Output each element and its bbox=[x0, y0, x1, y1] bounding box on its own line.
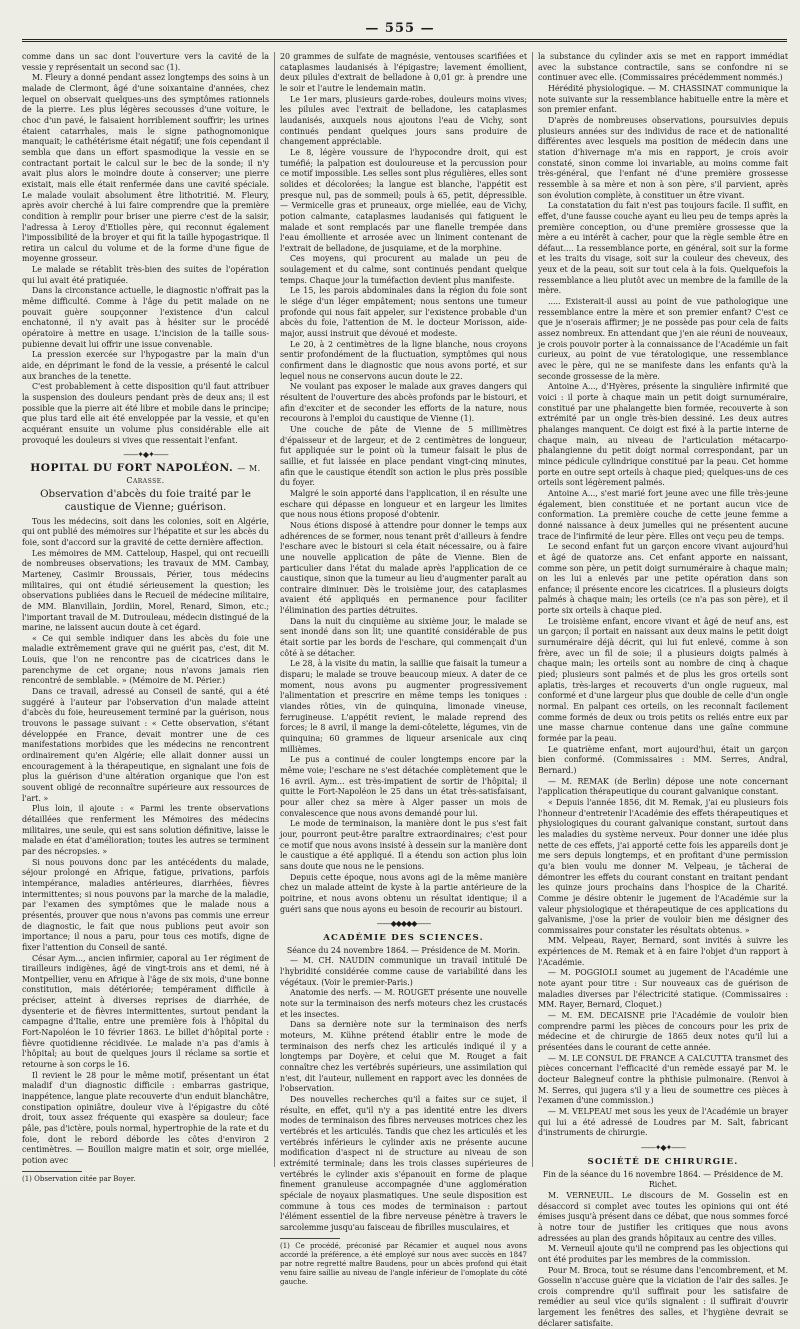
paragraph: — M. CH. NAUDIN communique un travail intitulé De l'hybridité considérée comme cause de variabilité dans les végétaux. (Voir le premier-Paris.) bbox=[280, 956, 527, 988]
paragraph: César Aym..., ancien infirmier, caporal au 1er régiment de tirailleurs indigènes, âgé de vingt-trois ans et demi, né à Montpellier, venu en Afrique à l'âge de six mois, d'une bonne constitution, mais détériorée; tempérament difficile à préciser, atteint à diverses reprises de diarrhée, de dysenterie et de fièvres intermittentes, surtout pendant la campagne d'Italie, entre une première fois à l'hôpital du Fort-Napoléon le 10 février 1863. Le billet d'hôpital porte : fièvre quotidienne récidivée. Le malade n'a pas d'amis à l'hôpital; au bout de quelques jours il réclame sa sortie et retourne à son corps le 16. bbox=[22, 954, 269, 1071]
paragraph: Dans ce travail, adressé au Conseil de santé, qui a été suggéré à l'auteur par l'observation d'un malade atteint d'abcès du foie, heureusement terminé par la guérison, nous trouvons le passage suivant : « Cette observation, s'étant développée en France, devait montrer une de ces manifestations morbides que les médecins ne rencontrent ordinairement qu'en Algérie; elle allait donner aussi un encouragement à la thérapeutique, en signalant une fois de plus la guérison d'une altération organique que l'on est souvent obligé de reconnaître supérieure aux ressources de l'art. » bbox=[22, 687, 269, 804]
paragraph: Une couche de pâte de Vienne de 5 millimètres d'épaisseur et de largeur, et de 2 centimètres de longueur, fut appliquée sur le point où la tumeur faisait le plus de saillie, et fut laissée en place pendant vingt-cinq minutes, afin que le caustique étendît son action le plus près possible du foyer. bbox=[280, 425, 527, 489]
paragraph: Antoine A..., s'est marié fort jeune avec une fille très-jeune également, bien constituée et ne portant aucun vice de conformation. La première couche de cette jeune femme a donné naissance à deux jumelles qui ne présentent aucune trace de l'infirmité de leur père. Elles ont veçu peu de temps. bbox=[538, 489, 788, 542]
paragraph: Nous étions disposé à attendre pour donner le temps aux adhérences de se former, nous tenant prêt d'ailleurs à fendre l'eschare avec le bistouri si cela était nécessaire, ou à faire une nouvelle application de pâte de Vienne. Bien de particulier dans l'état du malade après l'application de ce caustique, sinon que la tumeur au lieu d'augmenter paraît au contraire diminuer. Dès le troisième jour, des cataplasmes avaient été appliqués en permanence pour faciliter l'élimination des parties détruites. bbox=[280, 521, 527, 617]
paragraph: Le second enfant fut un garçon encore vivant aujourd'hui et âgé de quatorze ans. Cet enfant apporte en naissant, comme son père, un petit doigt surnuméraire à chaque main; on les lui a enlevés par une petite opération dans son enfance; il présente encore les cicatrices. Il a plusieurs doigts palmés à chaque main; les orteils (ce n'a pas son père), et il porte six orteils à chaque pied. bbox=[538, 542, 788, 617]
paragraph: Ces moyens, qui procurent au malade un peu de soulagement et du calme, sont continués pendant quelque temps. Chaque jour la tuméfaction devient plus manifeste. bbox=[280, 254, 527, 286]
article-subtitle: Observation d'abcès du foie traité par le caustique de Vienne; guérison. bbox=[22, 488, 269, 514]
paragraph: Dans la nuit du cinquième au sixième jour, le malade se sent inondé dans son lit; une quantité considérable de pus était sortie par les bords de l'eschare, qui commençait d'un côté à se détacher. bbox=[280, 617, 527, 660]
paragraph: Pour M. Broca, tout se résume dans l'encombrement, et M. Gosselin n'accuse guère que la viciation de l'air des salles. Je crois comprendre qu'il suffirait pour les satisfaire de remédier au seul vice qu'ils signalent : il suffirait d'ouvrir largement les fenêtres des salles, et l'hygiène devrait se déclarer satisfaite. bbox=[538, 1266, 788, 1329]
section-heading: ACADÉMIE DES SCIENCES. bbox=[280, 933, 527, 944]
author: — M. Carasse. bbox=[126, 464, 260, 485]
session-line: Séance du 24 novembre 1864. — Présidence de M. Morin. bbox=[280, 946, 527, 957]
ornament: ——✦◆✦—— bbox=[22, 450, 269, 459]
paragraph: Malgré le soin apporté dans l'application, il en résulte une eschare qui dépasse en longueur et en largeur les limites que nous nous étions proposé d'obtenir. bbox=[280, 489, 527, 521]
footnote-rule bbox=[280, 1238, 340, 1239]
paragraph: La pression exercée sur l'hypogastre par la main d'un aide, en déprimant le fond de la vessie, a présenté le calcul aux branches de la tenette. bbox=[22, 350, 269, 382]
section-heading bbox=[22, 463, 269, 486]
paragraph: Le 8, légère voussure de l'hypocondre droit, qui est tuméfié; la palpation est douloureuse et la percussion pour ce motif impossible. Les selles sont plus régulières, elles sont solides et décolorées; la langue est blanche, l'appétit est presque nul, pas de sommeil; pouls à 65, petit, dépressible. — Vermicelle gras et pruneaux, orge miellée, eau de Vichy, potion calmante, cataplasmes laudanisés qui fatiguent le malade et sont remplacés par une flanelle trempée dans l'eau émolliente et arrosée avec un liniment contenant de l'extrait de belladone, de jusquiame, et de la morphine. bbox=[280, 148, 527, 255]
paragraph: D'après de nombreuses observations, poursuivies depuis plusieurs années sur des individus de race et de nationalité différentes avec lesquels ma position de médecin dans une station d'hivernage m'a mis en rapport, je crois avoir constaté, sinon comme loi invariable, au moins comme fait très-général, que l'enfant né d'une première grossesse ressemble à sa mère et non à son père, s'il parvient, après son évolution complète, à constituer un être vivant. bbox=[538, 116, 788, 201]
paragraph: Tous les médecins, soit dans les colonies, soit en Algérie, qui ont publié des mémoires sur l'hépatite et sur les abcès du foie, sont d'accord sur la gravité de cette dernière affection. bbox=[22, 517, 269, 549]
paragraph: comme dans un sac dont l'ouverture vers la cavité de la vessie y représentait un second sac (1). bbox=[22, 52, 269, 73]
paragraph: — M. REMAK (de Berlin) dépose une note concernant l'application thérapeutique du courant galvanique constant. bbox=[538, 777, 788, 798]
paragraph: ..... Existerait-il aussi au point de vue pathologique une ressemblance entre la mère et son premier enfant? C'est ce que je n'oserais affirmer; je ne possède pas pour cela de faits assez nombreux. En attendant que j'en aie réuni de nouveaux, je crois pouvoir porter à la connaissance de l'Académie un fait curieux, au point de vue tératologique, une ressemblance avec le père, qui ne se manifeste dans les enfants qu'à la seconde grossesse de la mère. bbox=[538, 297, 788, 382]
column-divider bbox=[532, 52, 533, 1167]
paragraph: MM. Velpeau, Rayer, Bernard, sont invités à suivre les expériences de M. Remak et à en faire l'objet d'un rapport à l'Académie. bbox=[538, 936, 788, 968]
paragraph: Plus loin, il ajoute : « Parmi les trente observations détaillées que renferment les Mémoires des médecins militaires, une seule, qui est sans solution définitive, laisse le malade en état d'amélioration; toutes les autres se terminent par des nécropsies. » bbox=[22, 804, 269, 857]
paragraph: La constatation du fait n'est pas toujours facile. Il suffit, en effet, d'une fausse couche ayant eu lieu peu de temps après la première conception, ou d'une première grossesse que la mère a eu intérêt à cacher, pour que la règle semble être en défaut.... La ressemblance porte, en général, soit sur la forme et les traits du visage, soit sur la couleur des cheveux, des yeux et de la peau, soit sur tout cela à la fois. Quelquefois la ressemblance a lieu plutôt avec un membre de la famille de la mère. bbox=[538, 201, 788, 297]
paragraph: Le malade se rétablit très-bien des suites de l'opération qui lui avait été pratiquée. bbox=[22, 265, 269, 286]
paragraph: Dans la circonstance actuelle, le diagnostic n'offrait pas la même difficulté. Comme à l'âge du petit malade on ne pouvait guère soupçonner l'existence d'un calcul enchatonné, il n'y avait pas à hésiter sur le procédé opératoire à mettre en usage. L'incision de la taille sous-pubienne devait lui offrir une issue convenable. bbox=[22, 286, 269, 350]
paragraph: Dans sa dernière note sur la terminaison des nerfs moteurs, M. Kühne prétend établir entre le mode de terminaison des nerfs chez les articulés indiqué il y a longtemps par Doyère, et celui que M. Rouget a fait connaître chez les vertébrés supérieurs, une assimilation qui n'est, dit l'auteur, nullement en rapport avec les données de l'observation. bbox=[280, 1020, 527, 1095]
paragraph: Le mode de terminaison, la manière dont le pus s'est fait jour, pourront peut-être paraître extraordinaires; c'est pour ce motif que nous avons insisté à dessein sur la manière dont le caustique a été appliqué. Il a étendu son action plus loin sans doute que nous ne le pensions. bbox=[280, 819, 527, 872]
paragraph: Il revient le 28 pour le même motif, présentant un état maladif d'un diagnostic difficile : embarras gastrique, inappétence, langue plate recouverte d'un enduit blanchâtre, constipation opiniâtre, douleur vive à l'épigastre du côté droit, toux assez fréquente qui exaspère sa douleur; face pâle, pas d'ictère, pouls normal, hypertrophie de la rate et du foie, dont le rebord déborde les côtes d'environ 2 centimètres. — Bouillon maigre matin et soir, orge miellée, potion avec bbox=[22, 1071, 269, 1167]
paragraph: Le 20, à 2 centimètres de la ligne blanche, nous croyons sentir profondément de la fluctuation, symptômes qui nous confirment dans le diagnostic que nous avons porté, et sur lequel nous ne conservons aucun doute le 22. bbox=[280, 340, 527, 383]
paragraph: 20 grammes de sulfate de magnésie, ventouses scarifiées et cataplasmes laudanisés à l'épigastre; lavement émollient, deux pilules d'extrait de belladone à 0,01 gr. à prendre une le soir et l'autre le lendemain matin. bbox=[280, 52, 527, 95]
paragraph: Le pus a continué de couler longtemps encore par la même voie; l'eschare ne s'est détachée complètement que le 16 avril. Aym... est très-impatient de sortir de l'hôpital; il quitte le Fort-Napoléon le 25 dans un état très-satisfaisant, pour aller chez sa mère à Alger passer un mois de convalescence que nous avons demandé pour lui. bbox=[280, 755, 527, 819]
paragraph: Depuis cette époque, nous avons agi de la même manière chez un malade atteint de kyste à la partie antérieure de la poitrine, et nous avons obtenu un résultat identique; il a guéri sans que nous ayons eu besoin de recourir au bistouri. bbox=[280, 873, 527, 916]
paragraph: Des nouvelles recherches qu'il a faites sur ce sujet, il résulte, en effet, qu'il n'y a pas identité entre les divers modes de terminaison des fibres nerveuses motrices chez les vertébrés et les articulés. Tandis que chez les articulés et les vertébrés inférieurs le cylinder axis ne présente aucune modification d'aspect ni de structure au niveau de son extrémité terminale; dans les trois classes supérieures de vertébrés le cylinder axis s'épanouit en forme de plaque finement granuleuse accompagnée d'une agglomération spéciale de noyaux plasmatiques. Une seule disposition est commune à tous ces modes de terminaison : partout l'élément essentiel de la fibre nerveuse pénètre à travers le sarcolemme jusqu'au faisceau de fibrilles musculaires, et bbox=[280, 1095, 527, 1234]
paragraph: M. Verneuil ajoute qu'il ne comprend pas les objections qui ont été produites par les membres de la commission. bbox=[538, 1244, 788, 1265]
paragraph: Le troisième enfant, encore vivant et âgé de neuf ans, est un garçon; il portait en naissant aux deux mains le petit doigt surnuméraire déjà décrit, qui lui fut enlevé, comme à son frère, avec un fil de soie; il a plusieurs doigts palmés à chaque main; les orteils sont au nombre de cinq à chaque pied; plusieurs sont palmés et de plus les gros orteils sont aplatis, très-larges et recouverts d'un ongle rugueux, mal conformé et d'une largeur plus que double de celle d'un ongle normal. En palpant ces orteils, on les reconnaît facilement comme formés de deux ou trois petits os reliés entre eux par une masse charnue contenue dans une gaîne commune formée par la peau. bbox=[538, 617, 788, 745]
page-number: — 555 — bbox=[0, 21, 800, 36]
paragraph: Le 15, les parois abdominales dans la région du foie sont le siége d'un léger empâtement; nous sentons une tumeur profonde qui nous fait appeler, sur l'existence probable d'un abcès du foie, l'attention de M. le docteur Morisson, aide-major, aussi instruit que dévoué et modeste. bbox=[280, 286, 527, 339]
section-heading: SOCIÉTÉ DE CHIRURGIE. bbox=[538, 1157, 788, 1168]
paragraph: Le 1er mars, plusieurs garde-robes, douleurs moins vives; les pilules avec l'extrait de belladone, les cataplasmes laudanisés, auxquels nous ajoutons l'eau de Vichy, sont continués pendant quelques jours sans produire de changement appréciable. bbox=[280, 95, 527, 148]
paragraph: Si nous pouvons donc par les antécédents du malade, séjour prolongé en Afrique, fatigue, privations, parfois intempérance, maladies antérieures, diarrhées, fièvres intermittentes; si nous pouvons par la marche de la maladie, par l'examen des symptômes que le malade nous a présentés, prouver que nous n'avons pas commis une erreur de diagnostic, le fait que nous publions peut avoir son importance; il nous a paru, pour tous ces motifs, digne de fixer l'attention du Conseil de santé. bbox=[22, 858, 269, 954]
paragraph: Le quatrième enfant, mort aujourd'hui, était un garçon bien conformé. (Commissaires : MM. Serres, Andral, Bernard.) bbox=[538, 745, 788, 777]
hospital-title: HOPITAL DU FORT NAPOLÉON. bbox=[30, 462, 233, 474]
paragraph: C'est probablement à cette disposition qu'il faut attribuer la suspension des douleurs pendant près de deux ans; il est possible que la pierre ait été libre et mobile dans le principe; que plus tard elle ait été enveloppée par la vessie, et qu'en acquérant ensuite un volume plus considérable elle ait provoqué les douleurs si vives que ressentait l'enfant. bbox=[22, 382, 269, 446]
header-rule bbox=[22, 39, 787, 42]
paragraph: — M. POGGIOLI soumet au jugement de l'Académie une note ayant pour titre : Sur nouveaux cas de guérison de maladies diverses par l'électricité statique. (Commissaires : MM. Rayer, Bernard, Cloquet.) bbox=[538, 968, 788, 1011]
paragraph: Anatomie des nerfs. — M. ROUGET présente une nouvelle note sur la terminaison des nerfs moteurs chez les crustacés et les insectes. bbox=[280, 988, 527, 1020]
paragraph: — M. EM. DECAISNE prie l'Académie de vouloir bien comprendre parmi les pièces de concours pour les prix de médecine et de chirurgie de 1865 deux notes qu'il lui a présentées dans le courant de cette année. bbox=[538, 1011, 788, 1054]
column-2 bbox=[280, 52, 527, 1172]
paragraph: — M. VELPEAU met sous les yeux de l'Académie un brayer qui lui a été adressé de Loudres par M. Salt, fabricant d'instruments de chirurgie. bbox=[538, 1107, 788, 1139]
paragraph: Ne voulant pas exposer le malade aux graves dangers qui résultent de l'ouverture des abcès profonds par le bistouri, et afin d'exciter et de seconder les efforts de la nature, nous recourons à l'emploi du caustique de Vienne (1). bbox=[280, 382, 527, 425]
footnote: (1) Ce procédé, préconisé par Récamier et auquel nous avons accordé la préférence, a été employé sur nous avec succès en 1847 par notre regretté maître Baudens, pour un abcès profond qui était venu faire saillie au niveau de l'angle inférieur de l'omoplate du côté gauche. bbox=[280, 1242, 527, 1287]
paragraph: M. VERNEUIL. Le discours de M. Gosselin est en désaccord si complet avec toutes les opinions qui ont été émises jusqu'à présent dans ce débat, que nous sommes forcé à notre tour de justifier les critiques que nous avons adressées au plan des grands hôpitaux au centre des villes. bbox=[538, 1191, 788, 1244]
paragraph: Hérédité physiologique. — M. CHASSINAT communique la note suivante sur la ressemblance habituelle entre la mère et son premier enfant. bbox=[538, 84, 788, 116]
paragraph: Antoine A..., d'Hyères, présente la singulière infirmité que voici : il porte à chaque main un petit doigt surnuméraire, constitué par une phalangette bien formée, recouverte à son extrémité par un ongle très-bien dessiné. Les deux autres phalanges manquent. Ce doigt est fixé à la partie interne de chaque main, au niveau de l'articulation métacarpo-phalangienne du petit doigt normal correspondant, par un mince pédicule cylindrique constitué par la peau. Cet homme porte en outre sept orteils à chaque pied; quelques-uns de ces orteils sont légèrement palmés. bbox=[538, 382, 788, 489]
paragraph: Les mémoires de MM. Catteloup, Haspel, qui ont recueilli de nombreuses observations; les travaux de MM. Cambay, Marteney, Casimir Broussais, Périer, tous médecins militaires, qui ont étudié sérieusement la question; les observations publiées dans le Recueil de médecine militaire, de MM. Blanvillain, Jordiin, Morel, Renard, Simon, etc.; l'important travail de M. Dutrouleau, médecin distingué de la marine, ne laissent aucun doute à cet égard. bbox=[22, 549, 269, 634]
paragraph: M. Fleury a donné pendant assez longtemps des soins à un malade de Clermont, âgé d'une soixantaine d'années, chez lequel on observait quelques-uns des symptômes rationnels de la pierre. Les plus légères secousses d'une voiture, le choc d'un pavé, le faisaient horriblement souffrir; les urines étaient catarrhales, mais le signe pathognomonique manquait; le cathétérisme était négatif; une fois cependant il sembla que dans un effort spasmodique la vessie en se contractant portait le calcul sur le bec de la sonde; il n'y avait plus alors le moindre doute à conserver; une pierre existait, mais elle était renfermée dans une cavité spéciale. Le malade voulait absolument être lithotritié. M. Fleury, après avoir cherché à lui faire comprendre que la première condition à remplir pour briser une pierre c'est de la saisir, l'adressa à Leroy d'Etiolles père, qui reconnut également l'impossibilité de la broyer et qui fit la taille hypogastrique. Il retira un calcul du volume et de la forme d'une figue de moyenne grosseur. bbox=[22, 73, 269, 265]
column-3 bbox=[538, 52, 788, 1172]
paragraph: la substance du cylinder axis se met en rapport immédiat avec la substance contractile, sans se confondre ni se continuer avec elle. (Commissaires précédemment nommés.) bbox=[538, 52, 788, 84]
ornament: ——✦◆✦—— bbox=[538, 1143, 788, 1152]
paragraph: — M. LE CONSUL DE FRANCE A CALCUTTA transmet des pièces concernant l'efficacité d'un remède essayé par M. le docteur Balegneuf contre la phthisie pulmonaire. (Renvoi à M. Serres, qui jugera s'il y a lieu de soumettre ces pièces à l'examen d'une commission.) bbox=[538, 1054, 788, 1107]
footnote: (1) Observation citée par Boyer. bbox=[22, 1175, 269, 1184]
paragraph: « Depuis l'année 1856, dit M. Remak, j'ai eu plusieurs fois l'honneur d'entretenir l'Académie des effets thérapeutiques et physiologiques du courant galvanique constant, surtout dans les maladies du système nerveux. Pour donner une idée plus nette de ces effets, j'ai apporté cette fois les appareils dont je me sers depuis longtemps, et en profitant d'une permission qu'a bien voulu me donner M. Velpeau, je tâcherai de démontrer les effets du courant constant en traitant pendant les quinze jours prochains dans l'hospice de la Charité. Comme je désire obtenir le jugement de l'Académie sur la valeur physiologique et thérapeutique de ces applications du galvanisme, j'ose la prier de vouloir bien me désigner des commissaires pour constater les résultats obtenus. » bbox=[538, 798, 788, 937]
paragraph: « Ce qui semble indiquer dans les abcès du foie une maladie extrêmement grave qui ne guérit pas, c'est, dit M. Louis, que l'on ne rencontre pas de cicatrices dans le parenchyme de cet organe; nous n'avons jamais rien rencontré de semblable. » (Mémoire de M. Périer.) bbox=[22, 634, 269, 687]
session-line: Fin de la séance du 16 novembre 1864. — Présidence de M. Richet. bbox=[538, 1170, 788, 1191]
paragraph: Le 28, à la visite du matin, la saillie que faisait la tumeur a disparu; le malade se trouve beaucoup mieux. A dater de ce moment, nous avons pu augmenter progressivement l'alimentation et prescrire en même temps les toniques : viandes rôties, vin de quinquina, limonade vineuse, ferrugineuse. L'appétit revient, le malade reprend des forces; le 8 avril, il mange la demi-côtelette, légumes, vin de quinquina; 60 grammes de liqueur arsenicale aux cinq millièmes. bbox=[280, 659, 527, 755]
footnote-rule bbox=[22, 1171, 82, 1172]
ornament: ——◆◆◆◆◆—— bbox=[280, 919, 527, 928]
column-1 bbox=[22, 52, 269, 1172]
column-divider bbox=[274, 52, 275, 1167]
